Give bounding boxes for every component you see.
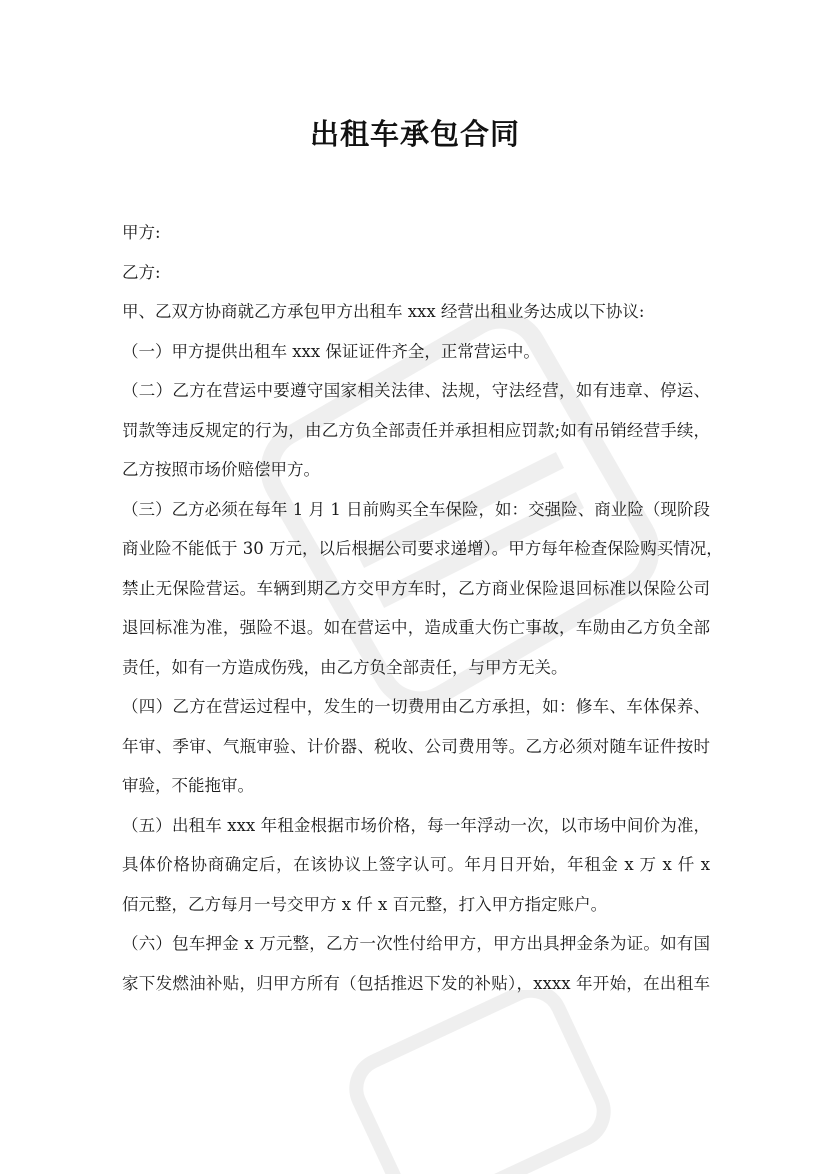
clause-2-line: （二）乙方在营运中要遵守国家相关法律、法规，守法经营，如有违章、停运、 [122,381,710,400]
clause-4-line: 年审、季审、气瓶审验、计价器、税收、公司费用等。乙方必须对随车证件按时 [122,736,710,756]
document-body [122,213,723,1003]
party-a-line: 甲方: [122,223,161,242]
clause-4-line: 审验，不能拖审。 [122,776,254,795]
clause-3-line: 责任，如有一方造成伤残，由乙方负全部责任，与甲方无关。 [122,657,568,677]
clause-3-line: 退回标准为准，强险不退。如在营运中，造成重大伤亡事故，车勋由乙方负全部 [122,618,710,637]
watermark-icon [330,990,630,1174]
clause-3-line: 商业险不能低于 30 万元，以后根据公司要求递增）。甲方每年检查保险购买情况， [122,539,723,558]
clause-6-line: （六）包车押金 x 万元整，乙方一次性付给甲方，甲方出具押金条为证。如有国 [122,934,710,953]
clause-5-line: 佰元整，乙方每月一号交甲方 x 仟 x 百元整，打入甲方指定账户。 [122,894,608,914]
clause-3-line: 禁止无保险营运。车辆到期乙方交甲方车时，乙方商业保险退回标准以保险公司 [122,578,710,598]
clause-5-line: 具体价格协商确定后，在该协议上签字认可。年月日开始，年租金 x 万 x 仟 x [122,855,710,874]
document-title: 出租车承包合同 [309,117,520,151]
clause-6-line: 家下发燃油补贴，归甲方所有（包括推迟下发的补贴），xxxx 年开始，在出租车 [122,973,710,993]
clause-3-line: （三）乙方必须在每年 1 月 1 日前购买全车保险，如：交强险、商业险（现阶段 [122,499,710,519]
preamble-line: 甲、乙双方协商就乙方承包甲方出租车 xxx 经营出租业务达成以下协议: [122,302,645,321]
clause-5-line: （五）出租车 xxx 年租金根据市场价格，每一年浮动一次，以市场中间价为准， [122,815,710,835]
party-b-line: 乙方: [122,262,161,282]
clause-2-line: 乙方按照市场价赔偿甲方。 [122,460,320,479]
clause-4-line: （四）乙方在营运过程中，发生的一切费用由乙方承担，如：修车、车体保养、 [122,697,710,716]
clause-2-line: 罚款等违反规定的行为，由乙方负全部责任并承担相应罚款;如有吊销经营手续， [122,420,710,440]
clause-1-line: （一）甲方提供出租车 xxx 保证证件齐全，正常营运中。 [122,341,540,361]
